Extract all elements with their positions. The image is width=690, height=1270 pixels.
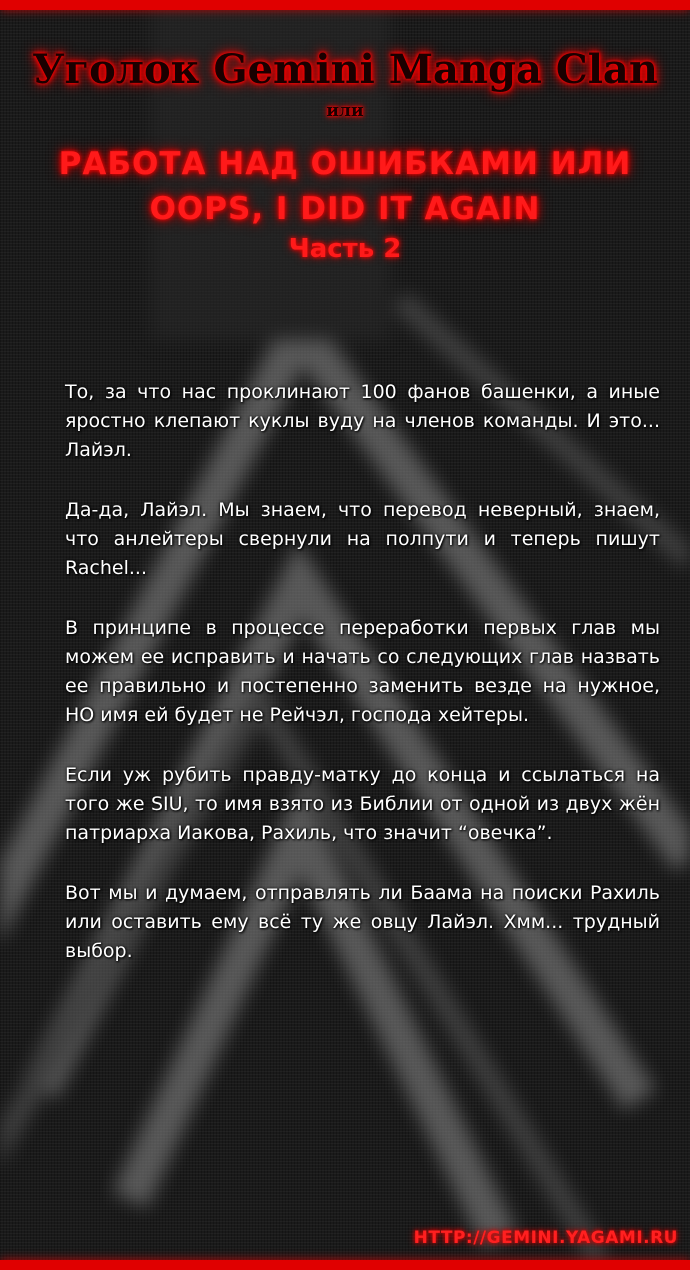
page-title: Уголок Gemini Manga Clan [32,46,658,93]
subtitle-line-2: OOPS, I DID IT AGAIN [149,191,541,227]
paragraph: Если уж рубить правду-матку до конца и ссылаться на того же SIU, то имя взято из Библии от одной из двух жён патриарха Иакова, Рахиль, что значит “овечка”. [65,764,660,844]
top-red-border [0,0,690,10]
paragraph: То, за что нас проклинают 100 фанов башенки, а иные яростно клепают куклы вуду на членов команды. И это... Лайэл. [65,381,660,461]
header [0,44,690,266]
paragraph: Вот мы и думаем, отправлять ли Баама на поиски Рахиль или оставить ему всё ту же овцу Лайэл. Хмм... трудный выбор. [65,882,660,962]
paragraph: Да-да, Лайэл. Мы знаем, что перевод неверный, знаем, что анлейтеры свернули на полпути и теперь пишут Rachel... [65,499,660,579]
part-label: Часть 2 [288,234,402,264]
subtitle-line-1: РАБОТА НАД ОШИБКАМИ ИЛИ [58,146,632,182]
bottom-red-border [0,1260,690,1270]
article-body [65,378,660,997]
paragraph: В принципе в процессе переработки первых глав мы можем ее исправить и начать со следующих глав назвать ее правильно и постепенно заменить везде на нужное, НО имя ей будет не Рейчэл, господа хейтеры. [65,617,660,726]
site-url-link[interactable]: HTTP://GEMINI.YAGAMI.RU [413,1228,678,1248]
title-connector: или [326,101,364,121]
